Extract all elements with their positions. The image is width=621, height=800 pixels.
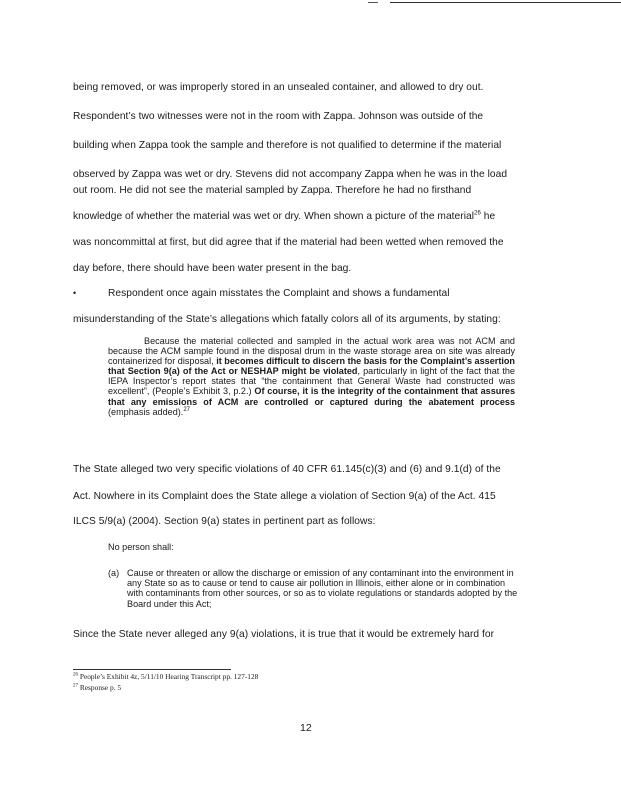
body-text-line: Respondent’s two witnesses were not in the room with Zappa. Johnson was outside of the — [73, 111, 484, 122]
body-text-segment: knowledge of whether the material was wet or dry. When shown a picture of the material — [73, 211, 475, 222]
footnote-number: 27 — [73, 683, 78, 689]
body-text-line: Since the State never alleged any 9(a) violations, it is true that it would be extremely hard for — [73, 629, 495, 640]
body-text-line: building when Zappa took the sample and therefore is not qualified to determine if the material — [73, 140, 502, 151]
body-text-line: Act. Nowhere in its Complaint does the State allege a violation of Section 9(a) of the Act. 415 — [73, 491, 496, 502]
quote-text: Because the material collected and sampled in the actual work area was not ACM and because the ACM sample found in the disposal drum in the waste storage area on site was already containerized for disposal, — [108, 336, 515, 367]
footnote — [73, 672, 258, 681]
statute-subsection-marker: (a) — [108, 568, 120, 578]
footnote-number: 26 — [73, 672, 78, 678]
footnote-reference: 26 — [474, 210, 481, 217]
page-number: 12 — [300, 722, 312, 734]
top-rule — [360, 0, 621, 4]
body-text-line: being removed, or was improperly stored in an unsealed container, and allowed to dry out. — [73, 82, 484, 93]
bullet-text-line: misunderstanding of the State’s allegations which fatally colors all of its arguments, by stating: — [73, 314, 501, 325]
body-text-line: The State alleged two very specific violations of 40 CFR 61.145(c)(3) and (6) and 9.1(d) of the — [73, 464, 501, 475]
quote-text: (emphasis added). — [108, 406, 184, 417]
body-text-segment: he — [480, 211, 496, 222]
footnote-text: Response p. 5 — [78, 683, 122, 692]
bullet-text-line: Respondent once again misstates the Complaint and shows a fundamental — [108, 288, 450, 299]
statute-intro: No person shall: — [108, 542, 174, 552]
footnote-reference: 27 — [183, 406, 191, 413]
body-text-line: was noncommittal at first, but did agree that if the material had been wetted when removed the — [73, 237, 504, 248]
body-text-line: observed by Zappa was wet or dry. Stevens did not accompany Zappa when he was in the load — [73, 169, 508, 180]
block-quote-body — [108, 336, 515, 417]
quote-emphasis: it becomes difficult to discern the basis for the Complaint’s assertion that Section 9(a) of the Act or NESHAP might be violated — [108, 356, 515, 377]
top-rule-segment — [368, 2, 378, 3]
bullet-point: • — [73, 288, 77, 298]
footnote-text: People’s Exhibit 4z, 5/11/10 Hearing Transcript pp. 127-128 — [78, 672, 259, 681]
body-text-line: out room. He did not see the material sampled by Zappa. Therefore he had no firsthand — [73, 185, 472, 196]
body-text-line: day before, there should have been water present in the bag. — [73, 263, 352, 274]
quote-emphasis: Of course, it is the integrity of the containment that assures that any emissions of ACM are controlled or captured during the abatement process — [108, 386, 516, 407]
footnote — [73, 683, 121, 692]
footnote-divider — [73, 669, 231, 670]
block-quote — [108, 336, 515, 417]
statute-subsection — [108, 568, 518, 609]
body-text-line — [73, 210, 495, 223]
top-rule-segment — [390, 2, 621, 3]
statute-subsection-text: Cause or threaten or allow the discharge or emission of any contaminant into the environment in any State so as to cause or tend to cause air pollution in Illinois, either alone or in combination with contaminants from other sources, or so as to violate regulations or standards adopted by the Board under this Act; — [127, 568, 518, 609]
quote-text: , particularly in light of the fact that the IEPA Inspector’s report states that “the containment that General Waste had constructed was excellent”, (People’s Exhibit 3, p.2.) — [108, 366, 515, 397]
body-text-line: ILCS 5/9(a) (2004). Section 9(a) states in pertinent part as follows: — [73, 516, 376, 527]
